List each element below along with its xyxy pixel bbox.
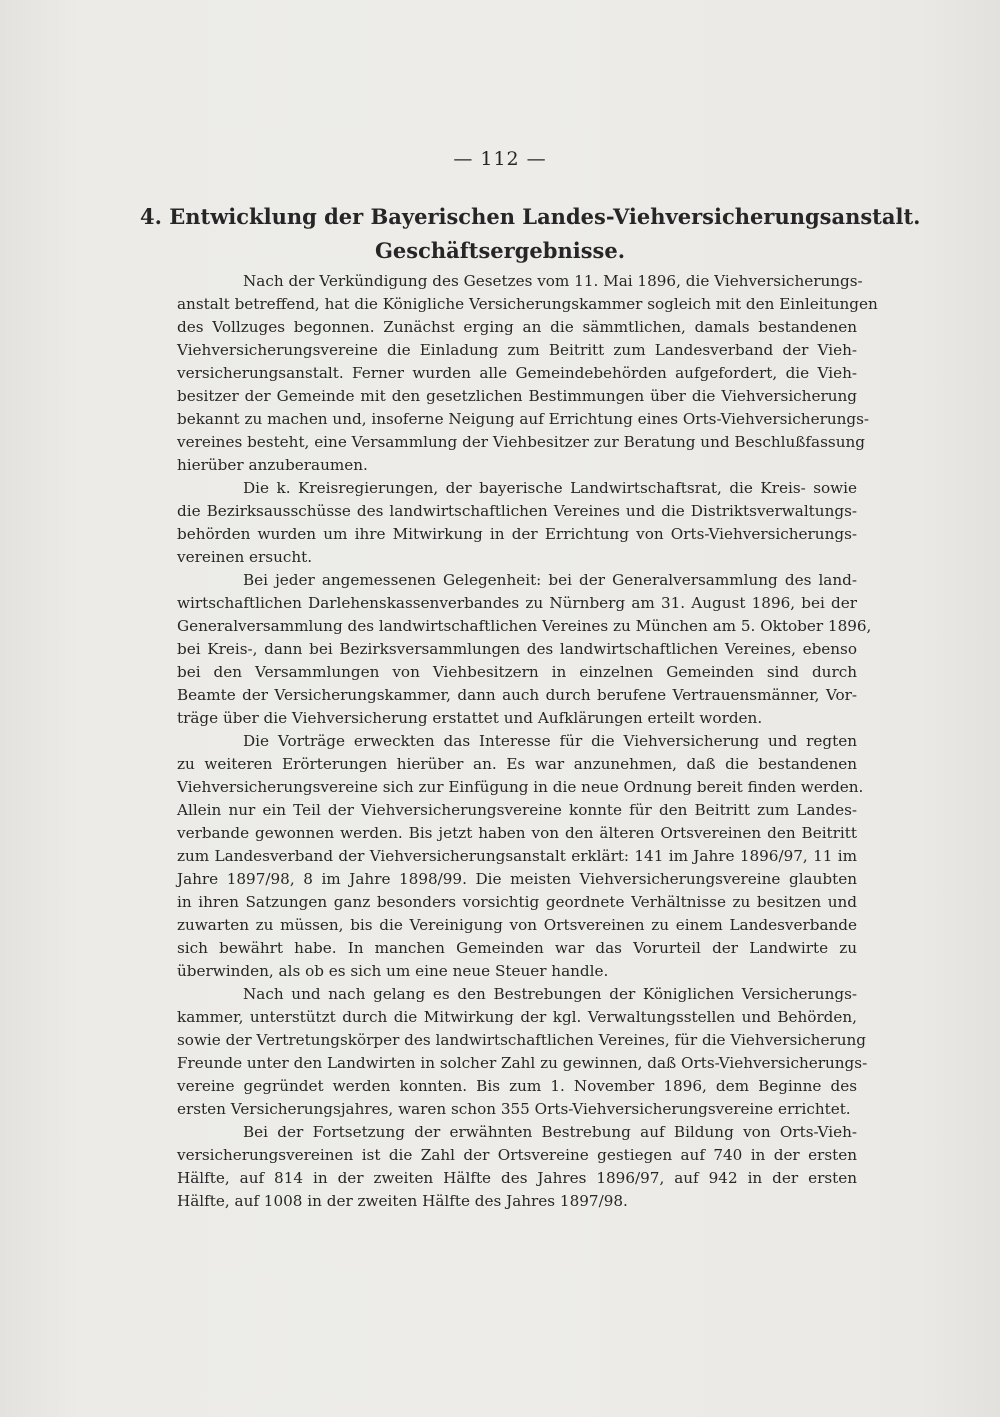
text-line: Generalversammlung des landwirtschaftlichen Vereines zu München am 5. Oktober 1896, (177, 617, 872, 635)
text-line: verbande gewonnen werden. Bis jetzt haben von den älteren Ortsvereinen den Beitritt (177, 824, 857, 842)
paragraph (177, 983, 868, 1121)
text-line: behörden wurden um ihre Mitwirkung in der Errichtung von Orts-Viehversicherungs- (177, 525, 857, 543)
text-line: zuwarten zu müssen, bis die Vereinigung von Ortsvereinen zu einem Landesverbande (177, 916, 857, 934)
text-line: ersten Versicherungsjahres, waren schon 355 Orts-Viehversicherungsvereine errichtet. (177, 1100, 851, 1118)
text-line: Freunde unter den Landwirten in solcher Zahl zu gewinnen, daß Orts-Viehversicherungs- (177, 1054, 868, 1072)
text-line: kammer, unterstützt durch die Mitwirkung der kgl. Verwaltungsstellen und Behörden, (177, 1008, 857, 1026)
text-line: Nach und nach gelang es den Bestrebungen der Königlichen Versicherungs- (243, 985, 857, 1003)
section-heading-line-1: 4. Entwicklung der Bayerischen Landes-Viehversicherungsanstalt. (140, 204, 921, 229)
text-line: in ihren Satzungen ganz besonders vorsichtig geordnete Verhältnisse zu besitzen und (177, 893, 857, 911)
text-line: sowie der Vertretungskörper des landwirtschaftlichen Vereines, für die Viehversicherung (177, 1031, 866, 1049)
page-number: — 112 — (453, 148, 547, 170)
text-line: versicherungsvereinen ist die Zahl der Ortsvereine gestiegen auf 740 in der ersten (177, 1146, 857, 1164)
section-heading (140, 200, 921, 268)
text-line: hierüber anzuberaumen. (177, 456, 368, 474)
body-text (177, 270, 878, 1213)
text-line: vereines besteht, eine Versammlung der Viehbesitzer zur Beratung und Beschlußfassung (177, 433, 865, 451)
text-line: Die Vorträge erweckten das Interesse für die Viehversicherung und regten (243, 732, 857, 750)
text-line: sich bewährt habe. In manchen Gemeinden war das Vorurteil der Landwirte zu (177, 939, 857, 957)
text-line: Jahre 1897/98, 8 im Jahre 1898/99. Die meisten Viehversicherungsvereine glaubten (177, 870, 857, 888)
text-line: Nach der Verkündigung des Gesetzes vom 11. Mai 1896, die Viehversicherungs- (243, 272, 863, 290)
text-line: Beamte der Versicherungskammer, dann auch durch berufene Vertrauensmänner, Vor- (177, 686, 857, 704)
section-heading-line-2: Geschäftsergebnisse. (374, 238, 626, 263)
text-line: Hälfte, auf 814 in der zweiten Hälfte des Jahres 1896/97, auf 942 in der ersten (177, 1169, 857, 1187)
text-line: des Vollzuges begonnen. Zunächst erging an die sämmtlichen, damals bestandenen (177, 318, 857, 336)
text-line: wirtschaftlichen Darlehenskassenverbandes zu Nürnberg am 31. August 1896, bei der (177, 594, 857, 612)
text-line: versicherungsanstalt. Ferner wurden alle Gemeindebehörden aufgefordert, die Vieh- (177, 364, 857, 382)
paragraph (177, 1121, 857, 1213)
text-line: Bei jeder angemessenen Gelegenheit: bei der Generalversammlung des land- (243, 571, 857, 589)
text-line: zu weiteren Erörterungen hierüber an. Es war anzunehmen, daß die bestandenen (177, 755, 857, 773)
text-line: überwinden, als ob es sich um eine neue Steuer handle. (177, 962, 609, 980)
text-line: Hälfte, auf 1008 in der zweiten Hälfte des Jahres 1897/98. (177, 1192, 628, 1210)
text-line: Bei der Fortsetzung der erwähnten Bestrebung auf Bildung von Orts-Vieh- (243, 1123, 857, 1141)
text-line: anstalt betreffend, hat die Königliche Versicherungskammer sogleich mit den Einleitungen (177, 295, 878, 313)
text-line: bei den Versammlungen von Viehbesitzern in einzelnen Gemeinden sind durch (177, 663, 857, 681)
text-line: Die k. Kreisregierungen, der bayerische Landwirtschaftsrat, die Kreis- sowie (243, 479, 857, 497)
text-line: bekannt zu machen und, insoferne Neigung auf Errichtung eines Orts-Viehversicherungs- (177, 410, 870, 428)
text-line: Viehversicherungsvereine die Einladung zum Beitritt zum Landesverband der Vieh- (177, 341, 857, 359)
text-line: träge über die Viehversicherung erstattet und Aufklärungen erteilt worden. (177, 709, 763, 727)
text-line: vereinen ersucht. (177, 548, 313, 566)
text-line: Allein nur ein Teil der Viehversicherungsvereine konnte für den Beitritt zum Landes- (177, 801, 857, 819)
text-line: Viehversicherungsvereine sich zur Einfügung in die neue Ordnung bereit finden werden. (177, 778, 864, 796)
text-line: vereine gegründet werden konnten. Bis zum 1. November 1896, dem Beginne des (177, 1077, 857, 1095)
paragraph (177, 477, 857, 569)
text-line: zum Landesverband der Viehversicherungsanstalt erklärt: 141 im Jahre 1896/97, 11 im (177, 847, 857, 865)
text-line: besitzer der Gemeinde mit den gesetzlichen Bestimmungen über die Viehversicherung (177, 387, 857, 405)
paragraph (177, 569, 872, 730)
text-line: bei Kreis-, dann bei Bezirksversammlungen des landwirtschaftlichen Vereines, ebenso (177, 640, 857, 658)
paragraph (177, 270, 878, 477)
text-line: die Bezirksausschüsse des landwirtschaftlichen Vereines und die Distriktsverwaltungs- (177, 502, 857, 520)
paragraph (177, 730, 864, 983)
